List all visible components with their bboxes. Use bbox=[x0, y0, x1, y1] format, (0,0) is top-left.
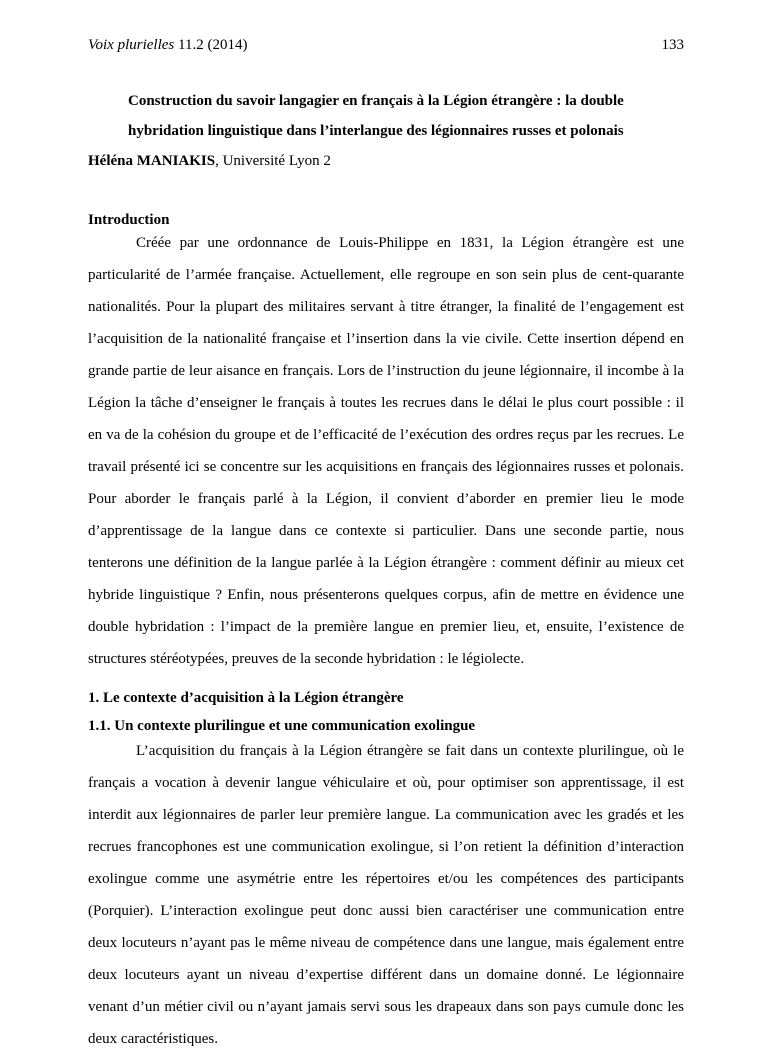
introduction-text: Créée par une ordonnance de Louis-Philippe en 1831, la Légion étrangère est une particularité de l’armée française. Actuellement, elle regroupe en son sein plus de cent-quarante nationalités. Pour la plupart des militaires servant à titre étranger, la finalité de l’engagement est l’acquisition de la nationalité française et l’insertion dans la vie civile. Cette insertion dépend en grande partie de leur aisance en français. Lors de l’instruction du jeune légionnaire, il incombe à la Légion la tâche d’enseigner le français à toutes les recrues dans le délai le plus court possible : il en va de la cohésion du groupe et de l’efficacité de l’exécution des ordres reçus par les recrues. Le travail présenté ici se concentre sur les acquisitions en français des légionnaires russes et polonais. Pour aborder le français parlé à la Légion, il convient d’aborder en premier lieu le mode d’apprentissage de la langue dans ce contexte si particulier. Dans une seconde partie, nous tenterons une définition de la langue parlée à la Légion étrangère : comment définir au mieux cet hybride linguistique ? Enfin, nous présenterons quelques corpus, afin de mettre en évidence une double hybridation : l’impact de la première langue en premier lieu, et, ensuite, l’existence de structures stéréotypées, preuves de la seconde hybridation : le légiolecte. bbox=[88, 235, 684, 667]
introduction-paragraph bbox=[88, 227, 684, 675]
journal-title: Voix plurielles bbox=[88, 37, 175, 53]
section-1-heading: 1. Le contexte d’acquisition à la Légion étrangère bbox=[88, 690, 404, 706]
page-number: 133 bbox=[661, 37, 684, 53]
running-header bbox=[88, 37, 684, 57]
author-line bbox=[88, 146, 331, 176]
section-1-1-text: L’acquisition du français à la Légion étrangère se fait dans un contexte plurilingue, où le français a vocation à devenir langue véhiculaire et où, pour optimiser son apprentissage, il est interdit aux légionnaires de parler leur première langue. La communication avec les gradés et les recrues francophones est une communication exolingue, si l’on retient la définition d’interaction exolingue comme une asymétrie entre les répertoires et/ou les compétences des participants (Porquier). L’interaction exolingue peut donc aussi bien caractériser une communication entre deux locuteurs n’ayant pas le même niveau de compétence dans une langue, mais également entre deux locuteurs ayant un niveau d’expertise différent dans un domaine donné. Le légionnaire venant d’un métier civil ou n’ayant jamais servi sous les drapeaux dans son pays cumule donc les deux caractéristiques. bbox=[88, 743, 684, 1047]
author-name: Héléna MANIAKIS bbox=[88, 153, 216, 169]
journal-volume: 11.2 (2014) bbox=[178, 37, 248, 53]
introduction-heading: Introduction bbox=[88, 212, 170, 228]
article-title: Construction du savoir langagier en français à la Légion étrangère : la double hybridation linguistique dans l’interlangue des légionnaires russes et polonais bbox=[128, 93, 624, 139]
author-affiliation: , Université Lyon 2 bbox=[215, 153, 331, 169]
section-1-1-heading: 1.1. Un contexte plurilingue et une communication exolingue bbox=[88, 718, 476, 734]
journal-citation bbox=[88, 37, 247, 54]
section-1-1-paragraph bbox=[88, 735, 684, 1055]
